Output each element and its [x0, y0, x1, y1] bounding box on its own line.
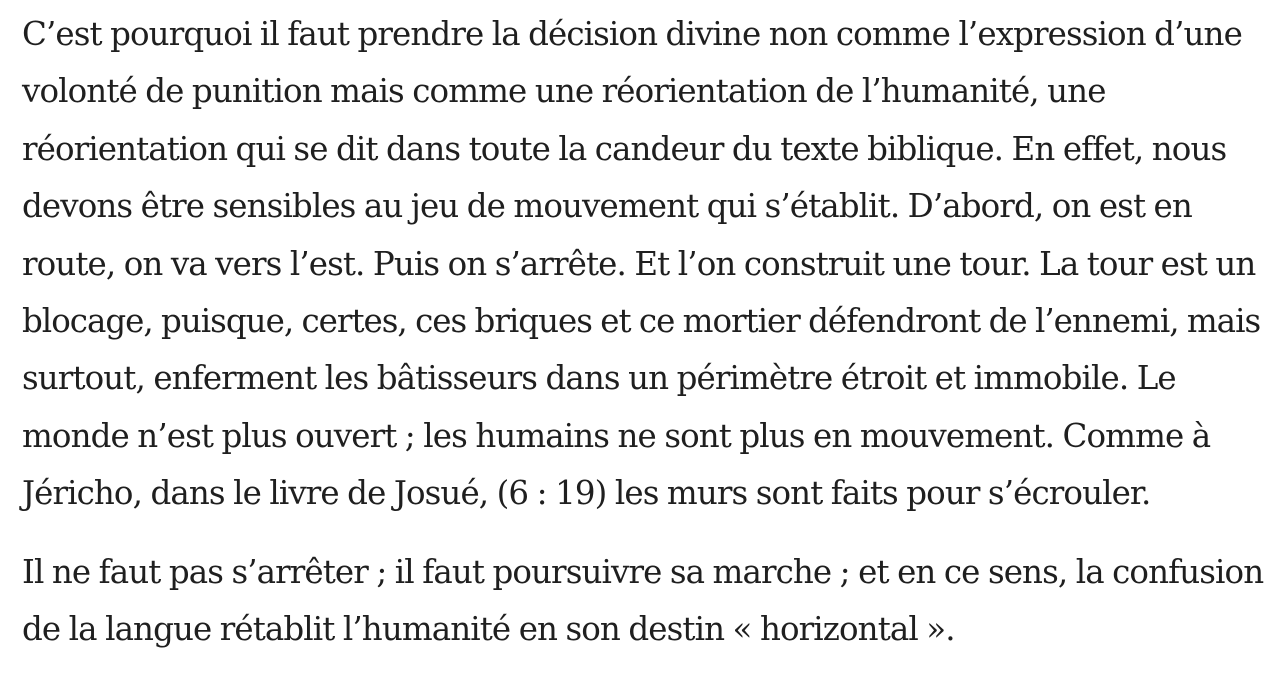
text-line: monde n’est plus ouvert ; les humains ne sont plus en mouvement. Comme à — [22, 416, 1211, 455]
document-page — [22, 0, 1272, 686]
text-line: C’est pourquoi il faut prendre la décision divine non comme l’expression d’une — [22, 15, 1242, 53]
paragraph-2 — [22, 544, 1272, 659]
text-line: devons être sensibles au jeu de mouvement qui s’établit. D’abord, on est en — [22, 187, 1192, 226]
text-line: réorientation qui se dit dans toute la candeur du texte biblique. En effet, nous — [22, 129, 1227, 168]
text-line: surtout, enferment les bâtisseurs dans un périmètre étroit et immobile. Le — [22, 359, 1176, 398]
paragraph-1 — [22, 6, 1272, 523]
text-line: volonté de punition mais comme une réorientation de l’humanité, une — [22, 72, 1106, 111]
text-line: de la langue rétablit l’humanité en son destin « horizontal ». — [22, 610, 955, 649]
text-line: Il ne faut pas s’arrêter ; il faut poursuivre sa marche ; et en ce sens, la confusion — [22, 552, 1264, 591]
text-line: blocage, puisque, certes, ces briques et ce mortier défendront de l’ennemi, mais — [22, 302, 1261, 341]
text-line: route, on va vers l’est. Puis on s’arrête. Et l’on construit une tour. La tour est un — [22, 244, 1256, 283]
text-line: Jéricho, dans le livre de Josué, (6 : 19) les murs sont faits pour s’écrouler. — [22, 474, 1151, 513]
